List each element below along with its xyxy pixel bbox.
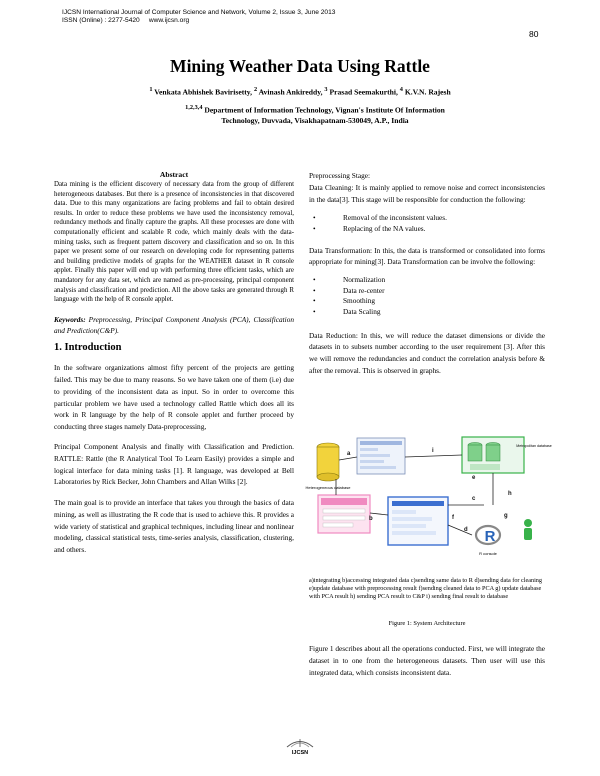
integration-box-icon	[318, 495, 370, 533]
affiliation-sup: 1,2,3,4	[185, 104, 203, 111]
journal-header	[62, 9, 335, 25]
r-label: R	[484, 528, 496, 545]
db-caption: Heterogeneous database	[305, 485, 351, 490]
author-sup: 4	[399, 86, 403, 93]
transformation-paragraph: Data Transformation: In this, the data is transformed or consolidated into forms appropriate for mining[3]. Data Transformation can be involve the following:	[309, 245, 545, 267]
preprocessing-heading: Preprocessing Stage:	[309, 171, 370, 180]
label-h: h	[508, 491, 512, 497]
processing-box-icon	[388, 497, 448, 545]
keywords-label: Keywords:	[54, 314, 86, 324]
label-a: a	[347, 451, 351, 457]
list-item: • Replacing of the NA values.	[309, 224, 545, 235]
figure-caption-text: a)integrating b)accessing integrated data c)sending same data to R d)sending data for cleaning e)update database with preprocessing result f)sending cleaned data to PCA g) update database with PCA result h) sending PCA result to C&P i) sending final result to database	[309, 577, 542, 601]
r-console-label: R console	[479, 551, 497, 556]
intro-heading: 1. Introduction	[54, 341, 122, 353]
label-e: e	[472, 475, 476, 481]
author-list	[0, 86, 600, 97]
r-logo-icon	[476, 526, 500, 556]
abstract-heading: Abstract	[159, 170, 189, 179]
user-icon	[524, 519, 532, 540]
metropolitan-database-icon	[462, 437, 552, 473]
label-g: g	[504, 513, 508, 519]
list-item: • Data re-center	[309, 286, 545, 297]
footer-logo-text: IJCSN	[291, 750, 309, 756]
issn: ISSN (Online) : 2277-5420	[62, 17, 140, 24]
author-1: Venkata Abhishek Bavirisetty,	[154, 87, 253, 97]
intro-paragraph-1: In the software organizations almost fifty percent of the projects are getting failed. This may be due to many reasons. So we have taken one of them (i.e) due to providing of the inconsistent data as input. So in order to overcome this particular problem we have used a technology called Rattle which does all its work in R language by the help of R console applet and further proceed by conducting three stages namely Data-preprocessing,	[54, 363, 294, 432]
keywords	[54, 314, 294, 336]
cleaning-list	[309, 213, 545, 234]
cleaning-paragraph: Data Cleaning: It is mainly applied to remove noise and correct inconsistencies in the data[3]. This stage will be responsible for conduction the following:	[309, 182, 545, 204]
transformation-list	[309, 275, 545, 317]
intro-paragraph-3: The main goal is to provide an interface that takes you through the basics of data mining, as well as illustrating the R code that is used to achieve this. R provides a wide variety of statistical and graphical techniques, including linear and nonlinear modeling, classical statistical tests, time-series analysis, classification, clustering, and others.	[54, 498, 294, 555]
right-column	[309, 170, 545, 377]
intro-paragraph-2: Principal Component Analysis and finally with Classification and Prediction. RATTLE: Rattle (the R Analytical Tool To Learn Easily) provides a simple and logical interface for data mining tasks [1]. R language, was developed at Bell Laboratories by Rick Becker, John Chambers and Allan Wilks [2].	[54, 441, 294, 487]
list-item: • Normalization	[309, 275, 545, 286]
abstract-text: Data mining is the efficient discovery of necessary data from the group of different heterogeneous databases. But there is a presence of inconsistencies in that discovered data. Due to this many organizations are facing problems and fail to obtain desired results. In order to reduce these problems we have used the inconsistency removal, redundancy methods and finally capture the graphs. All these processes are done with computationally efficient and scalable R code, which mainly deals with the data-mining tasks, such as frequent pattern discovery and classification and so on. In this paper we present some of our research on developing code for representing patterns and building predictive models of graphs for the WEATHER dataset in R console applet. Finally this paper will end up with performing three efficient tasks, which are mandatory for any data set, which are named as pre-processing, principal component analysis and classification and prediction. All the above tasks are generated through R language with the help of R console applet.	[54, 181, 294, 304]
ijcsn-logo-icon	[284, 736, 316, 750]
journal-name: IJCSN International Journal of Computer Science and Network, Volume 2, Issue 3, June 2013	[62, 9, 336, 16]
list-item: • Smoothing	[309, 296, 545, 307]
label-b: b	[369, 516, 373, 522]
left-column	[54, 170, 294, 556]
keywords-text: Preprocessing, Principal Component Analysis (PCA), Classification and Prediction(C&P).	[54, 314, 294, 335]
figure-title: Figure 1: System Architecture	[388, 620, 466, 627]
affiliation	[170, 103, 460, 126]
reduction-paragraph: Data Reduction: In this, we will reduce the dataset dimensions or divide the datasets in to subsets number according to the user requirement [3]. After this we will remove the redundancies and conduct the correlation analysis before & after the removal. This is observed in graphs.	[309, 330, 545, 375]
author-sup: 1	[149, 86, 153, 93]
user-interface-box-icon	[357, 438, 405, 474]
list-item: • Removal of the inconsistent values.	[309, 213, 545, 224]
author-2: Avinash Ankireddy,	[258, 87, 323, 97]
issn-line	[62, 17, 335, 25]
label-c: c	[472, 496, 476, 502]
after-figure-paragraph: Figure 1 describes about all the operations conducted. First, we will integrate the dataset in to one from the heterogeneous datasets. Then user will use this integrated data, which consists inconsistent data.	[309, 644, 545, 677]
heterogeneous-database-icon	[306, 443, 352, 490]
label-d: d	[464, 527, 468, 533]
author-sup: 2	[253, 86, 258, 93]
label-f: f	[452, 515, 454, 521]
system-architecture-figure	[305, 435, 552, 570]
affiliation-line-2: Technology, Duvvada, Visakhapatnam-530049, A.P., India	[221, 115, 409, 125]
list-item: • Data Scaling	[309, 307, 545, 318]
author-sup: 3	[324, 86, 328, 93]
author-4: K.V.N. Rajesh	[404, 87, 451, 97]
author-3: Prasad Seemakurthi,	[329, 87, 398, 97]
website-link[interactable]: www.ijcsn.org	[148, 17, 190, 24]
right-db-caption: Metropolitan database	[516, 444, 552, 448]
paper-title: Mining Weather Data Using Rattle	[170, 56, 430, 76]
page-number: 80	[529, 29, 539, 39]
label-i: i	[432, 448, 434, 454]
affiliation-line-1: Department of Information Technology, Vignan's Institute Of Information	[204, 105, 445, 115]
